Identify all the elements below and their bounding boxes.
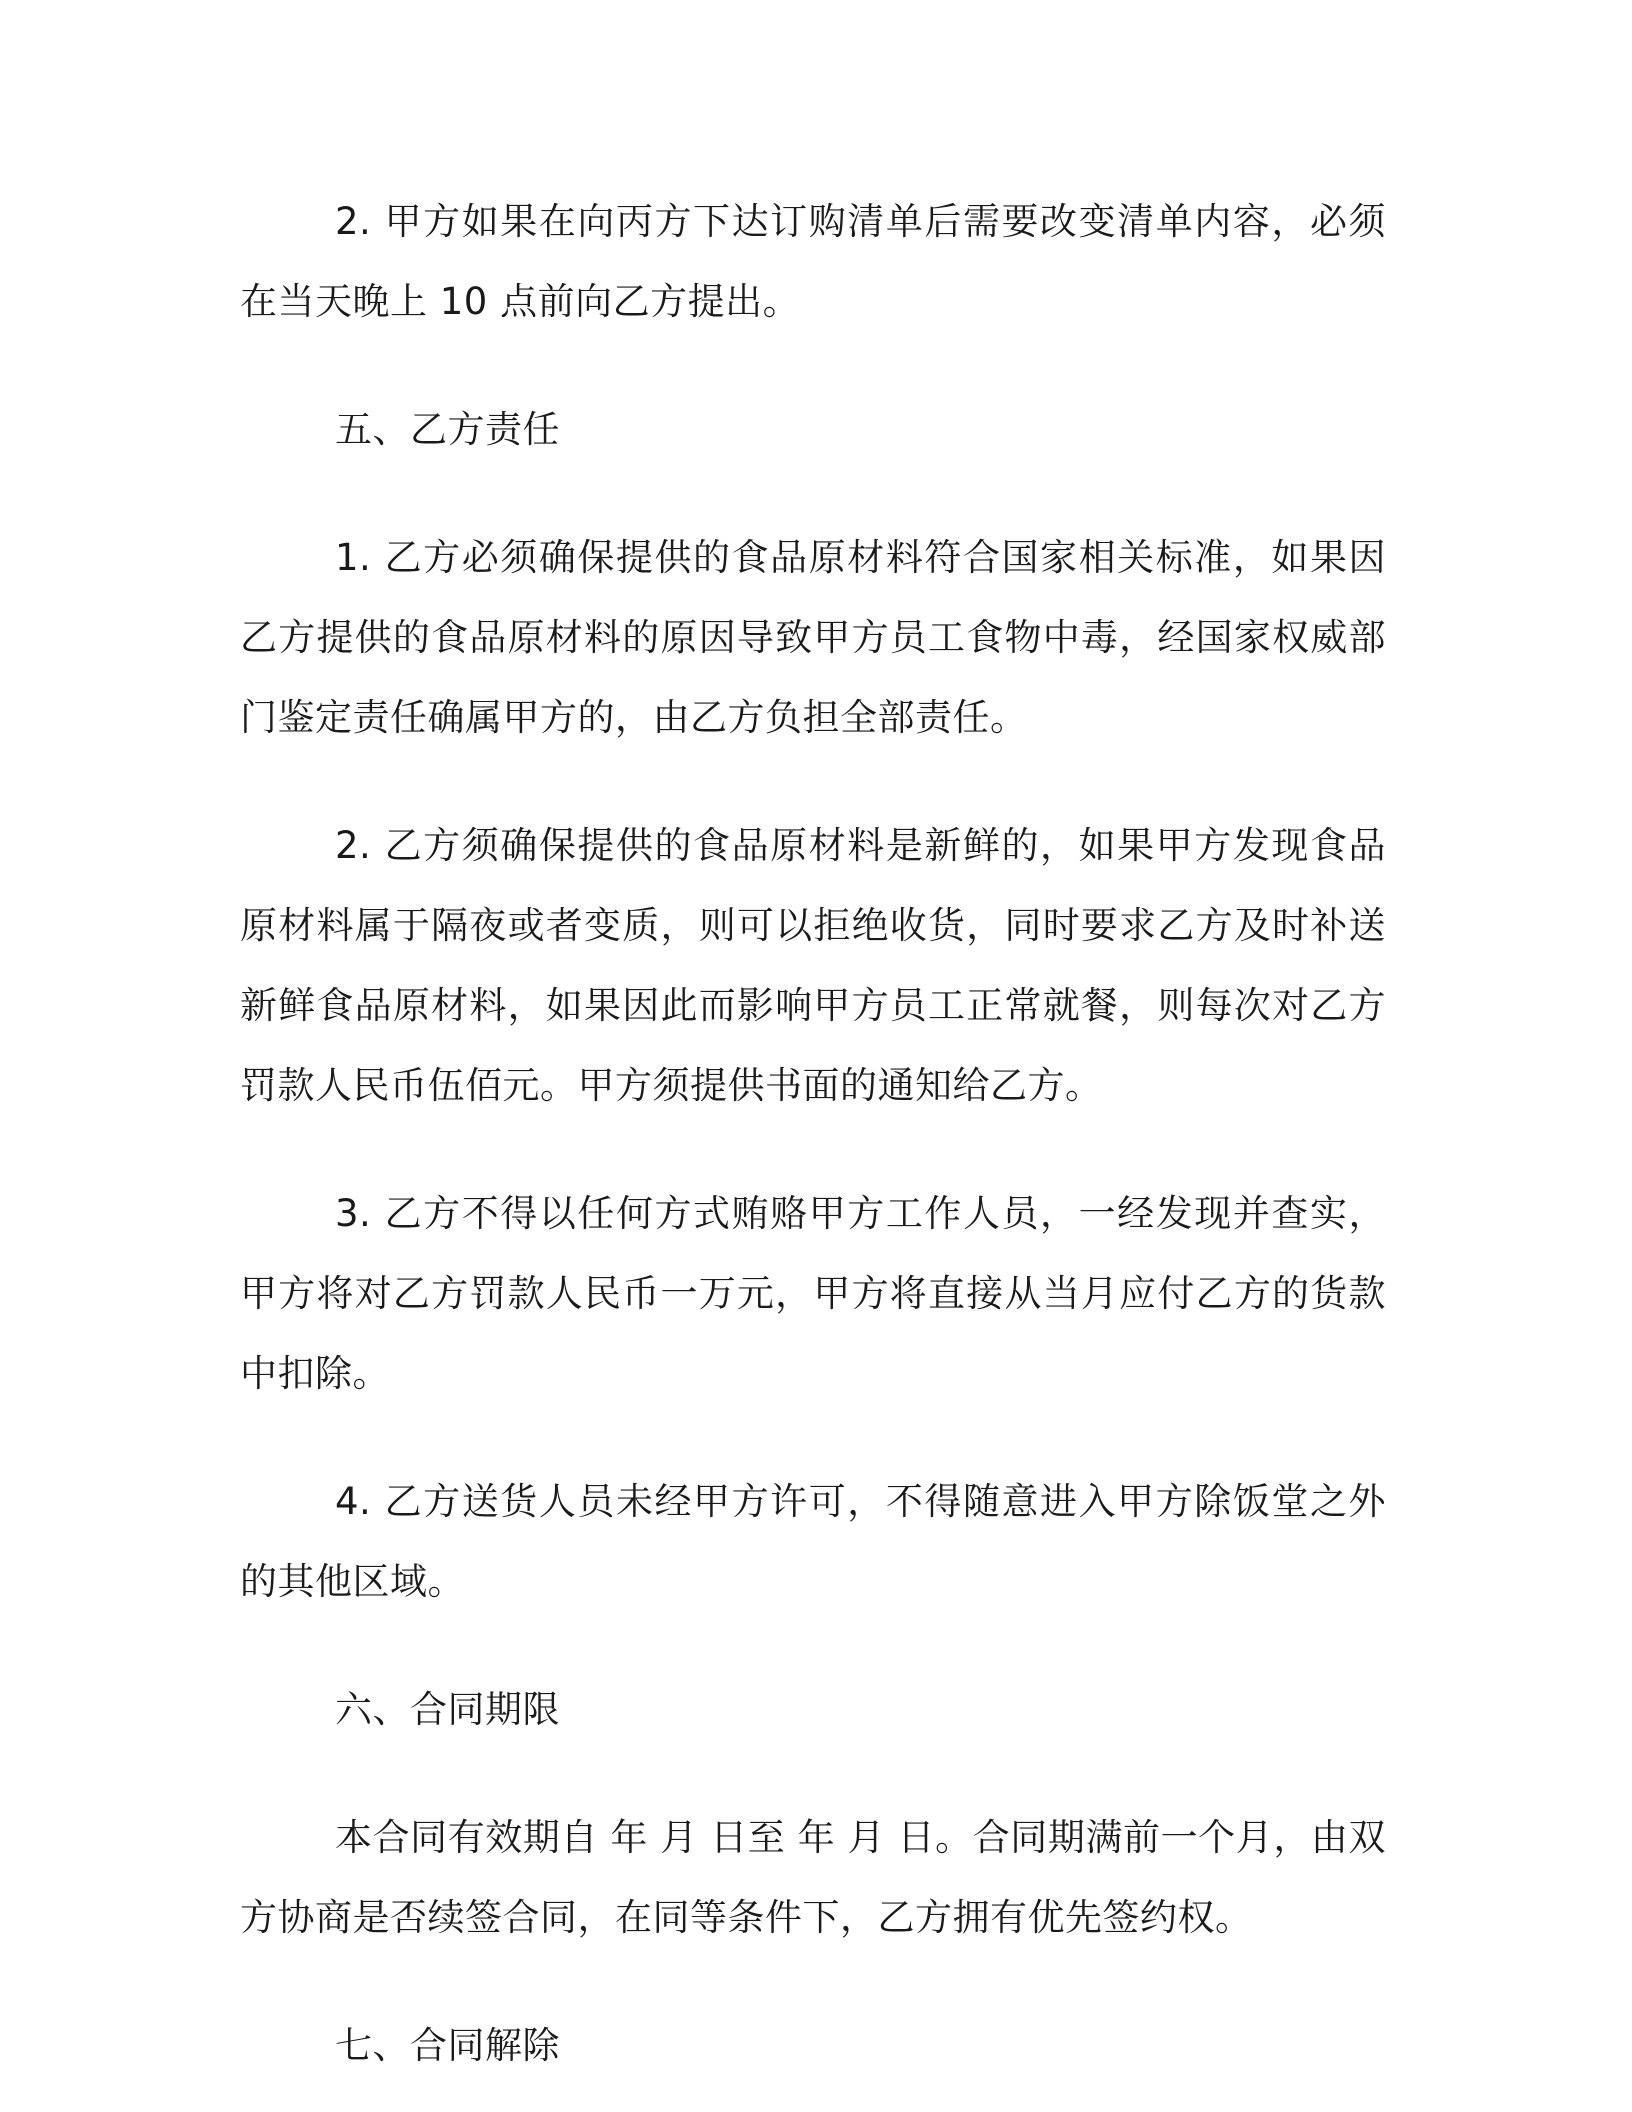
paragraph-gap — [240, 1622, 1386, 1670]
section-heading-7: 七、合同解除 — [335, 2024, 560, 2067]
document-body — [240, 182, 1386, 2086]
paragraph-contract-term: 本合同有效期自 年 月 日至 年 月 日。合同期满前一个月，由双方协商是否续签合同，在同等条件下，乙方拥有优先签约权。 — [240, 1816, 1386, 1939]
paragraph-clause-4-2: 2. 甲方如果在向丙方下达订购清单后需要改变清单内容，必须在当天晚上 10 点前向乙方提出。 — [240, 200, 1386, 323]
paragraph-gap — [240, 1414, 1386, 1462]
paragraph-gap — [240, 1750, 1386, 1798]
paragraph-clause-5-1: 1. 乙方必须确保提供的食品原材料符合国家相关标准，如果因乙方提供的食品原材料的原因导致甲方员工食物中毒，经国家权威部门鉴定责任确属甲方的，由乙方负担全部责任。 — [240, 536, 1386, 739]
paragraph-gap — [240, 758, 1386, 806]
paragraph-gap — [240, 342, 1386, 390]
paragraph-gap — [240, 470, 1386, 518]
paragraph-clause-5-3: 3. 乙方不得以任何方式贿赂甲方工作人员，一经发现并查实，甲方将对乙方罚款人民币一万元，甲方将直接从当月应付乙方的货款中扣除。 — [240, 1192, 1386, 1395]
section-heading-6: 六、合同期限 — [335, 1688, 560, 1731]
paragraph-clause-5-2: 2. 乙方须确保提供的食品原材料是新鲜的，如果甲方发现食品原材料属于隔夜或者变质，则可以拒绝收货，同时要求乙方及时补送新鲜食品原材料，如果因此而影响甲方员工正常就餐，则每次对乙方罚款人民币伍佰元。甲方须提供书面的通知给乙方。 — [240, 824, 1386, 1107]
section-heading-5: 五、乙方责任 — [335, 408, 560, 451]
paragraph-gap — [240, 1126, 1386, 1174]
paragraph-clause-5-4: 4. 乙方送货人员未经甲方许可，不得随意进入甲方除饭堂之外的其他区域。 — [240, 1480, 1386, 1603]
paragraph-gap — [240, 1958, 1386, 2006]
